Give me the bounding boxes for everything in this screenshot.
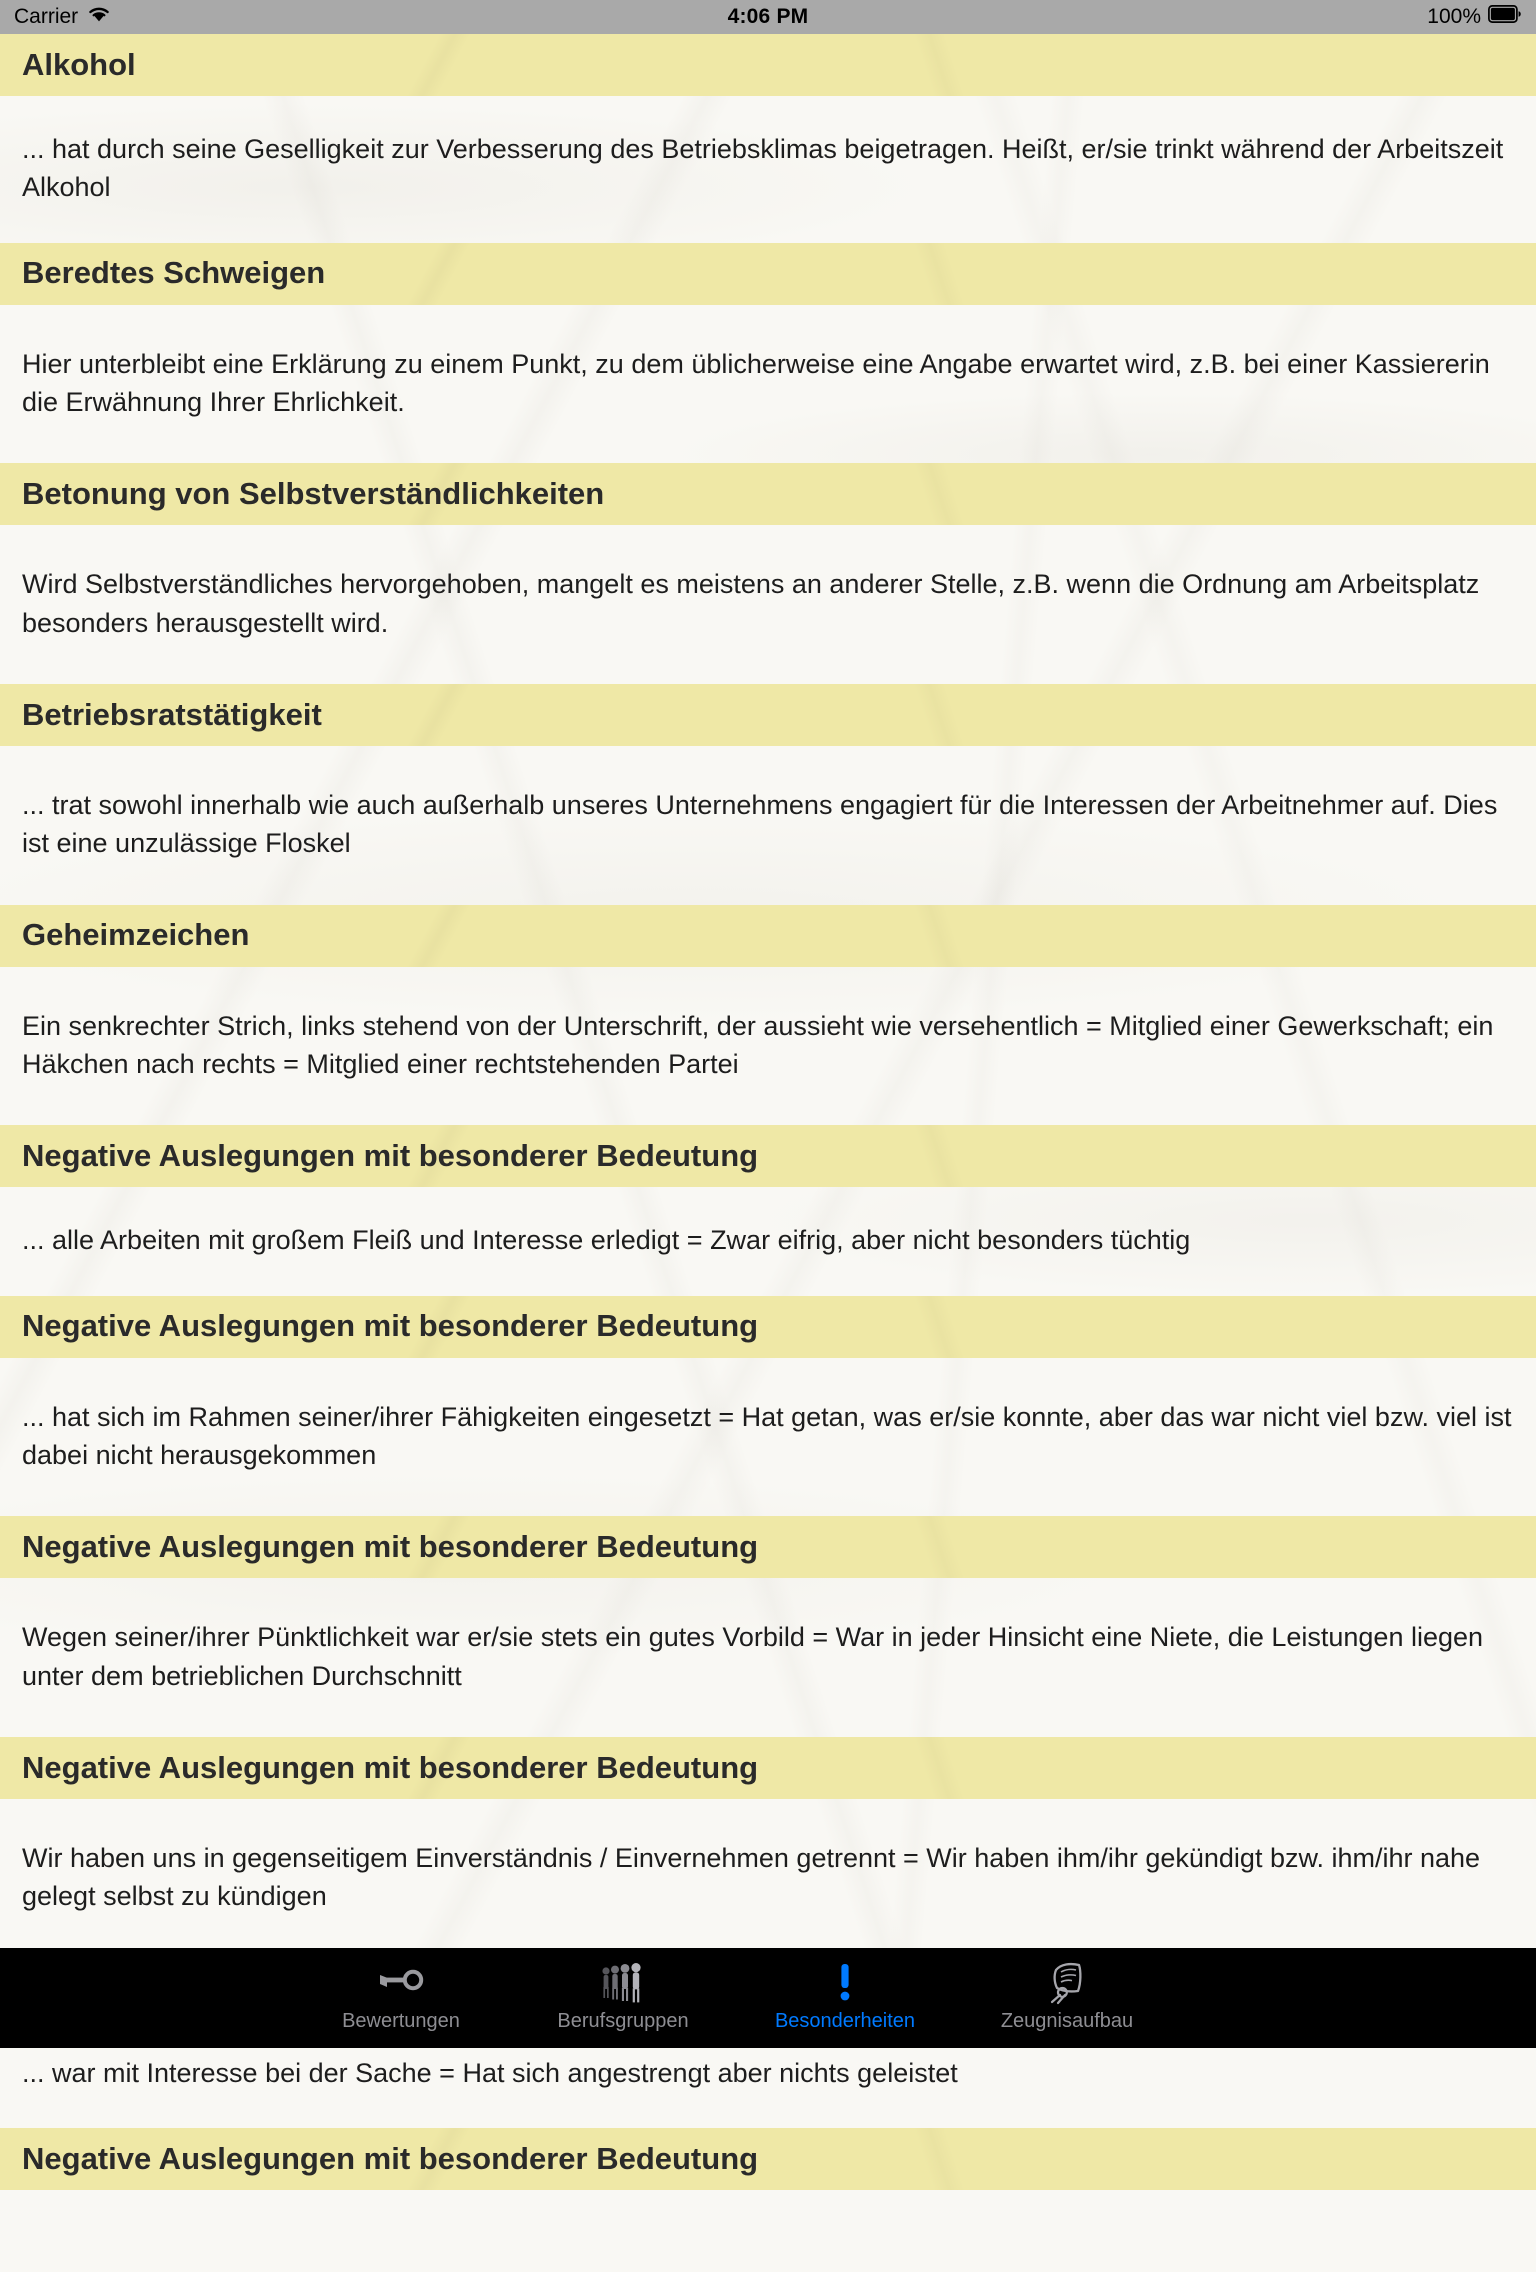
status-bar-left <box>14 5 344 29</box>
section-header-title: Betonung von Selbstverständlichkeiten <box>22 476 605 512</box>
section-body: Wegen seiner/ihrer Pünktlichkeit war er/sie stets ein gutes Vorbild = War in jeder Hinsicht eine Niete, die Leistungen liegen unter dem betrieblichen Durchschnitt <box>22 1622 1484 1691</box>
list-section <box>0 1516 1536 1737</box>
section-header-title: Geheimzeichen <box>22 917 250 953</box>
section-header-title: Negative Auslegungen mit besonderer Bedeutung <box>22 1138 759 1173</box>
section-header-title: Alkohol <box>22 46 136 82</box>
tab-berufsgruppen[interactable] <box>512 1948 734 2048</box>
section-header[interactable] <box>0 1516 1536 1578</box>
tab-label: Berufsgruppen <box>557 2010 689 2032</box>
tab-besonderheiten[interactable] <box>734 1948 956 2048</box>
list-section <box>0 2128 1536 2272</box>
status-bar-right <box>1192 5 1522 29</box>
section-body: Ein senkrechter Strich, links stehend von der Unterschrift, der aussieht wie versehentlich = Mitglied einer Gewerkschaft; ein Häkchen nach rechts = Mitglied einer rechtstehenden Partei <box>22 1010 1494 1079</box>
list-section <box>0 34 1536 243</box>
section-header[interactable] <box>0 1737 1536 1799</box>
tab-bar <box>0 1948 1536 2048</box>
tab-bar-spacer <box>0 1948 290 2048</box>
tab-zeugnisaufbau[interactable] <box>956 1948 1178 2048</box>
section-header[interactable] <box>0 2128 1536 2190</box>
list-section <box>0 463 1536 684</box>
section-header[interactable] <box>0 1125 1536 1187</box>
section-header[interactable] <box>0 684 1536 746</box>
status-bar-clock: 4:06 PM <box>727 5 809 28</box>
tab-label: Bewertungen <box>342 2010 460 2032</box>
list-section <box>0 243 1536 464</box>
key-icon <box>371 1957 431 2009</box>
exclamation-icon <box>815 1957 875 2009</box>
list-section <box>0 905 1536 1126</box>
section-header[interactable] <box>0 243 1536 305</box>
section-body: Wird Selbstverständliches hervorgehoben, mangelt es meistens an anderer Stelle, z.B. wenn die Ordnung am Arbeitsplatz besonders herausgestellt wird. <box>22 569 1480 638</box>
section-header[interactable] <box>0 1296 1536 1358</box>
certificate-icon <box>1037 1957 1097 2009</box>
section-header-title: Negative Auslegungen mit besonderer Bedeutung <box>22 1308 759 1344</box>
section-body: Wir haben uns in gegenseitigem Einverständnis / Einvernehmen getrennt = Wir haben ihm/ihr gekündigt bzw. ihm/ihr nahe gelegt selbst zu kündigen <box>22 1842 1481 1912</box>
section-header[interactable] <box>0 463 1536 525</box>
wifi-icon <box>87 5 111 29</box>
section-header-title: Betriebsratstätigkeit <box>22 696 322 732</box>
section-body <box>0 2190 1536 2272</box>
section-body: ... war mit Interesse bei der Sache = Hat sich angestrengt aber nichts geleistet <box>22 2057 958 2088</box>
battery-percent-label: 100% <box>1427 5 1481 28</box>
list-section <box>0 1296 1536 1517</box>
list-section <box>0 1737 1536 1958</box>
section-header-title: Negative Auslegungen mit besonderer Bedeutung <box>22 2140 759 2176</box>
section-header-title: Negative Auslegungen mit besonderer Bedeutung <box>22 1528 759 1564</box>
carrier-label: Carrier <box>14 5 79 28</box>
section-header[interactable] <box>0 905 1536 967</box>
list-section <box>0 684 1536 905</box>
tab-label: Zeugnisaufbau <box>1000 2010 1134 2032</box>
people-group-icon <box>593 1957 653 2009</box>
section-body: ... hat durch seine Geselligkeit zur Verbesserung des Betriebsklimas beigetragen. Heißt, er/sie trinkt während der Arbeitszeit Alkohol <box>22 134 1504 203</box>
section-body: ... hat sich im Rahmen seiner/ihrer Fähigkeiten eingesetzt = Hat getan, was er/sie konnte, aber das war nicht viel bzw. viel ist dabei nicht herausgekommen <box>22 1401 1512 1470</box>
tab-label: Besonderheiten <box>774 2010 916 2032</box>
section-header-title: Negative Auslegungen mit besonderer Bedeutung <box>22 1749 759 1785</box>
section-body: ... alle Arbeiten mit großem Fleiß und Interesse erledigt = Zwar eifrig, aber nicht besonders tüchtig <box>22 1225 1191 1256</box>
section-header-title: Beredtes Schweigen <box>22 255 326 291</box>
section-header[interactable] <box>0 34 1536 96</box>
section-body: Hier unterbleibt eine Erklärung zu einem Punkt, zu dem üblicherweise eine Angabe erwartet wird, z.B. bei einer Kassiererin die Erwähnung Ihrer Ehrlichkeit. <box>22 348 1490 417</box>
battery-full-icon <box>1488 5 1522 29</box>
status-bar <box>0 0 1536 34</box>
list-section <box>0 1125 1536 1295</box>
section-body: ... trat sowohl innerhalb wie auch außerhalb unseres Unternehmens engagiert für die Interessen der Arbeitnehmer auf. Dies ist eine unzulässige Floskel <box>22 789 1498 859</box>
tab-bewertungen[interactable] <box>290 1948 512 2048</box>
